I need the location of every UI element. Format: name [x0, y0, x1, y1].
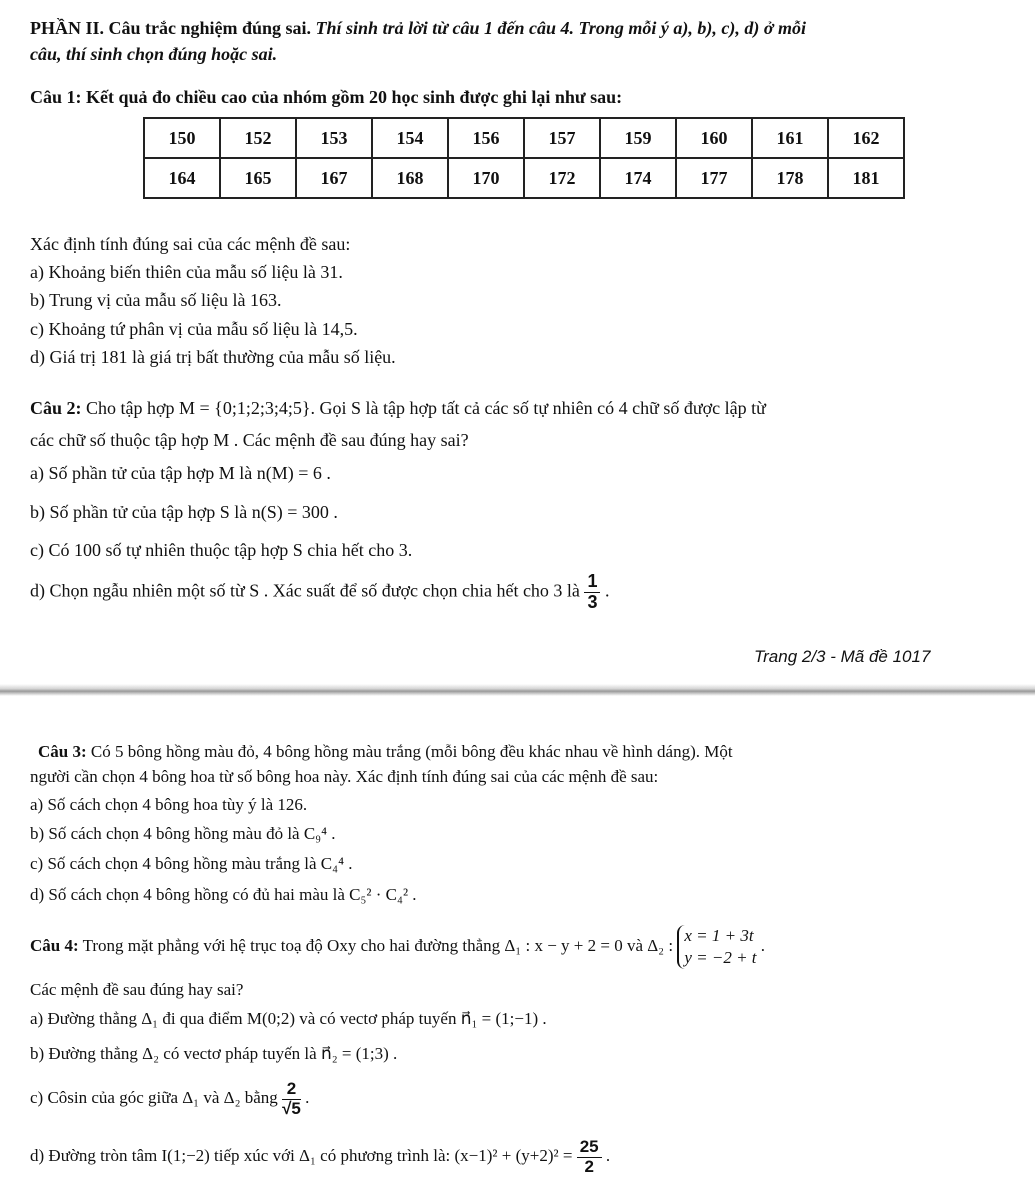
table-cell: 170: [448, 158, 524, 198]
q2-option-d: [30, 572, 609, 613]
q1-stem: [30, 87, 622, 108]
table-cell: 181: [828, 158, 904, 198]
table-cell: 164: [144, 158, 220, 198]
page-divider: [0, 684, 1035, 696]
q4-option-a: a) Đường thẳng Δ₁ đi qua điểm M(0;2) và có vectơ pháp tuyến n⃗₁ = (1;−1) .: [30, 1009, 547, 1028]
q2-option-d-text: d) Chọn ngẫu nhiên một số từ S . Xác suất để số được chọn chia hết cho 3 là: [30, 580, 580, 601]
q1-option-a: a) Khoảng biến thiên của mẫu số liệu là 31.: [30, 262, 343, 282]
fraction-denominator: √5: [282, 1098, 301, 1118]
q1-prompt: Xác định tính đúng sai của các mệnh đề sau:: [30, 234, 351, 254]
table-cell: 174: [600, 158, 676, 198]
q3-stem: [38, 742, 733, 762]
q1-option-c: c) Khoảng tứ phân vị của mẫu số liệu là 14,5.: [30, 319, 358, 339]
q3-option-a: a) Số cách chọn 4 bông hoa tùy ý là 126.: [30, 795, 308, 814]
q1-text: Kết quả đo chiều cao của nhóm gồm 20 học sinh được ghi lại như sau:: [86, 87, 623, 107]
q4-parametric-system: [677, 925, 756, 969]
fraction-one-third: [584, 572, 600, 613]
height-data-table: [143, 117, 905, 199]
fraction-numerator: 2: [282, 1080, 301, 1100]
q3-option-d: d) Số cách chọn 4 bông hồng có đủ hai màu là C₅² · C₄² .: [30, 885, 417, 904]
q3-title: Câu 3:: [38, 742, 87, 761]
q4-option-c-end: .: [305, 1088, 310, 1108]
q3-option-b: b) Số cách chọn 4 bông hồng màu đỏ là C₉⁴ .: [30, 824, 336, 843]
fraction-numerator: 25: [577, 1138, 602, 1158]
q1-option-d: d) Giá trị 181 là giá trị bất thường của mẫu số liệu.: [30, 347, 396, 367]
system-line-2: y = −2 + t: [684, 948, 757, 968]
table-cell: 162: [828, 118, 904, 158]
q2-option-d-end: .: [604, 580, 610, 601]
table-cell: 177: [676, 158, 752, 198]
fraction-25-over-2: [577, 1138, 602, 1176]
q4-line-1: Trong mặt phẳng với hệ trục toạ độ Oxy cho hai đường thẳng Δ₁ : x − y + 2 = 0 và Δ₂ :: [82, 936, 674, 955]
table-cell: 161: [752, 118, 828, 158]
table-cell: 156: [448, 118, 524, 158]
table-cell: 153: [296, 118, 372, 158]
q2-option-c: c) Có 100 số tự nhiên thuộc tập hợp S chia hết cho 3.: [30, 540, 413, 560]
q1-title: Câu 1:: [30, 87, 82, 107]
instruction-text: Thí sinh trả lời từ câu 1 đến câu 4. Trong mỗi ý a), b), c), d) ở mỗi: [315, 18, 806, 38]
q3-option-c: c) Số cách chọn 4 bông hồng màu trắng là C₄⁴ .: [30, 854, 353, 873]
table-row: [144, 118, 904, 158]
q2-line-1: Cho tập hợp M = {0;1;2;3;4;5}. Gọi S là tập hợp tất cả các số tự nhiên có 4 chữ số được lập từ: [86, 398, 766, 418]
q4-option-c-text: c) Côsin của góc giữa Δ₁ và Δ₂ bằng: [30, 1088, 278, 1108]
header-line-1: [30, 18, 806, 39]
q1-option-b: b) Trung vị của mẫu số liệu là 163.: [30, 290, 282, 310]
q3-line-2: người cần chọn 4 bông hoa từ số bông hoa này. Xác định tính đúng sai của các mệnh đề sau:: [30, 767, 659, 786]
system-line-1: x = 1 + 3t: [684, 926, 754, 945]
q2-title: Câu 2:: [30, 398, 82, 418]
fraction-denominator: 3: [587, 591, 598, 612]
q4-title: Câu 4:: [30, 936, 79, 955]
q2-option-a: a) Số phần tử của tập hợp M là n(M) = 6 .: [30, 463, 331, 483]
table-cell: 168: [372, 158, 448, 198]
table-cell: 154: [372, 118, 448, 158]
table-cell: 178: [752, 158, 828, 198]
q4-line-2: Các mệnh đề sau đúng hay sai?: [30, 980, 244, 999]
header-line-2: câu, thí sinh chọn đúng hoặc sai.: [30, 44, 278, 64]
q4-option-d-end: .: [605, 1146, 611, 1166]
q4-option-d: [30, 1138, 610, 1176]
q2-line-2: các chữ số thuộc tập hợp M . Các mệnh đề sau đúng hay sai?: [30, 430, 469, 450]
fraction-denominator: 2: [584, 1156, 594, 1176]
table-cell: 157: [524, 118, 600, 158]
table-cell: 152: [220, 118, 296, 158]
table-cell: 160: [676, 118, 752, 158]
q4-option-d-text: d) Đường tròn tâm I(1;−2) tiếp xúc với Δ₁ có phương trình là: (x−1)² + (y+2)² =: [30, 1146, 573, 1166]
table-cell: 172: [524, 158, 600, 198]
table-cell: 150: [144, 118, 220, 158]
system-end: .: [760, 936, 766, 955]
q4-stem: [30, 925, 765, 969]
fraction-numerator: 1: [584, 572, 600, 593]
table-cell: 159: [600, 118, 676, 158]
q4-option-c: [30, 1080, 309, 1118]
table-row: [144, 158, 904, 198]
q2-stem: [30, 398, 766, 419]
fraction-two-over-sqrt5: [282, 1080, 301, 1118]
q2-option-b: b) Số phần tử của tập hợp S là n(S) = 300 .: [30, 502, 338, 522]
table-cell: 167: [296, 158, 372, 198]
table-cell: 165: [220, 158, 296, 198]
part-title: PHẦN II. Câu trắc nghiệm đúng sai.: [30, 18, 312, 38]
q3-line-1: Có 5 bông hồng màu đỏ, 4 bông hồng màu trắng (mỗi bông đều khác nhau về hình dáng). Một: [90, 742, 733, 761]
q4-option-b: b) Đường thẳng Δ₂ có vectơ pháp tuyến là n⃗₂ = (1;3) .: [30, 1044, 398, 1063]
page-footer: Trang 2/3 - Mã đề 1017: [754, 647, 931, 666]
